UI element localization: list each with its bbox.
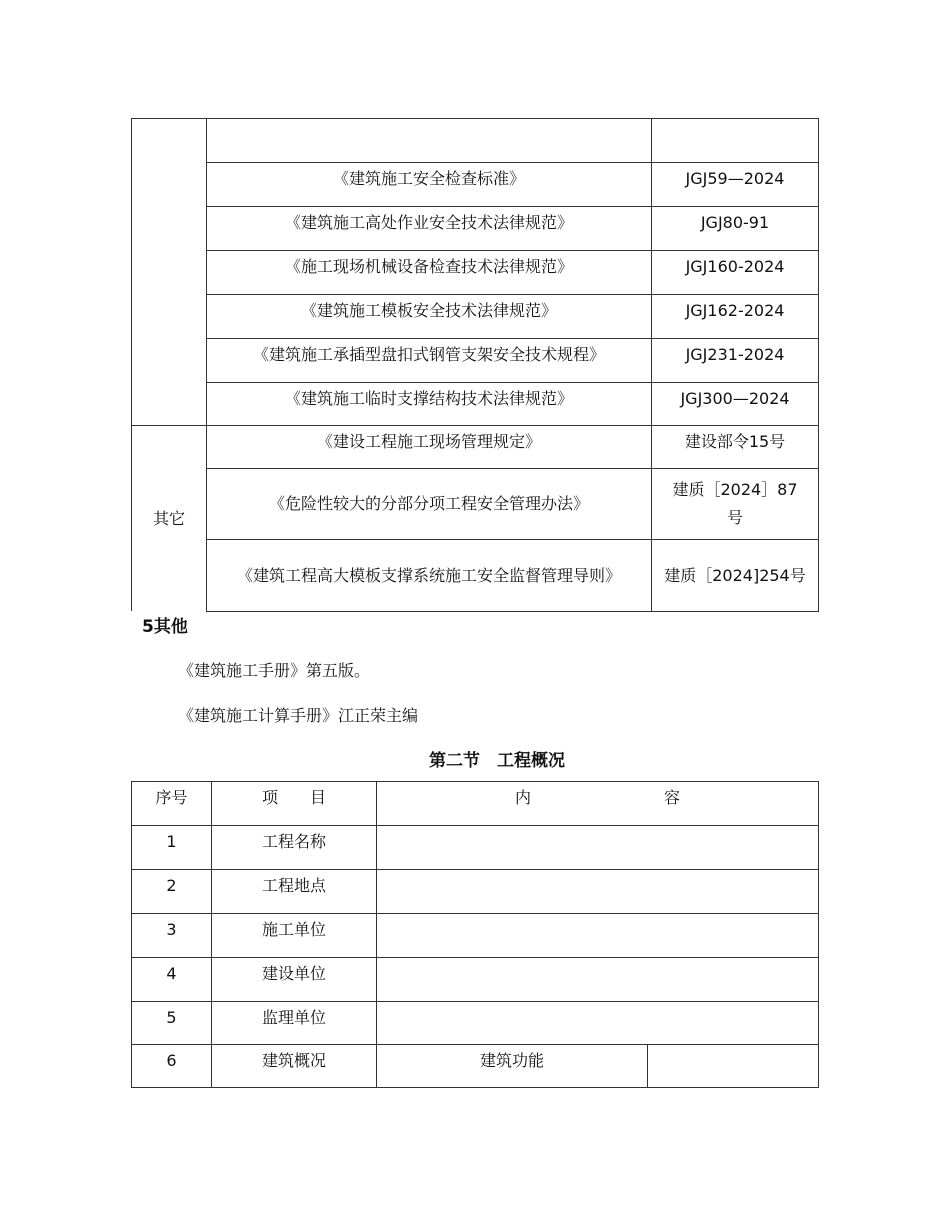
- row-content: [376, 825, 819, 870]
- standard-name: 《建筑施工临时支撑结构技术法律规范》: [284, 389, 573, 408]
- row-item: 工程名称: [211, 825, 377, 870]
- row-no: 3: [131, 913, 212, 958]
- row-sub-label: 建筑功能: [376, 1044, 648, 1088]
- group-cell-other: [131, 425, 207, 611]
- row-content: [376, 957, 819, 1002]
- standard-name: 《建筑施工承插型盘扣式钢管支架安全技术规程》: [252, 345, 605, 364]
- section-5-heading: 5其他: [142, 617, 188, 637]
- row-sub-value: [647, 1044, 819, 1088]
- standard-code: 建质［2024]254号: [664, 565, 806, 585]
- header-content-right: 容: [663, 788, 680, 807]
- standard-code-cell: [651, 338, 819, 383]
- standard-code: JGJ231-2024: [685, 345, 785, 364]
- row-content: [376, 869, 819, 914]
- standard-name-cell: [206, 118, 652, 163]
- row-item: 监理单位: [211, 1001, 377, 1045]
- standard-name: 《建筑施工模板安全技术法律规范》: [300, 301, 557, 320]
- standard-code-cell: [651, 468, 819, 540]
- standard-name-cell: [206, 294, 652, 339]
- section-title: 第二节 工程概况: [429, 751, 565, 771]
- row-item: 建筑概况: [211, 1044, 377, 1088]
- standard-name-cell: [206, 382, 652, 426]
- header-content: [376, 781, 819, 826]
- header-item: 项 目: [211, 781, 377, 826]
- standard-name-cell: [206, 206, 652, 251]
- standard-name: 《建筑施工高处作业安全技术法律规范》: [284, 213, 573, 232]
- standard-name: 《施工现场机械设备检查技术法律规范》: [284, 257, 573, 276]
- standard-code-cell: [651, 539, 819, 612]
- standard-code-cell: [651, 294, 819, 339]
- row-item: 施工单位: [211, 913, 377, 958]
- standard-name-cell: [206, 425, 652, 469]
- standard-name: 《危险性较大的分部分项工程安全管理办法》: [268, 494, 589, 513]
- standard-code: JGJ160-2024: [685, 257, 785, 276]
- standard-code: JGJ300—2024: [680, 389, 790, 408]
- row-no: 5: [131, 1001, 212, 1045]
- reference-item: 《建筑施工手册》第五版。: [178, 661, 371, 680]
- standard-code-cell: [651, 118, 819, 163]
- row-no: 4: [131, 957, 212, 1002]
- standard-code-cell: [651, 206, 819, 251]
- group-label-other: 其它: [152, 508, 185, 528]
- standard-name-cell: [206, 539, 652, 612]
- standard-name-cell: [206, 468, 652, 540]
- row-content: [376, 1001, 819, 1045]
- row-item: 工程地点: [211, 869, 377, 914]
- row-item: 建设单位: [211, 957, 377, 1002]
- standard-name: 《建筑工程高大模板支撑系统施工安全监督管理导则》: [236, 565, 621, 585]
- standard-name: 《建设工程施工现场管理规定》: [316, 432, 541, 451]
- standard-code-cell: [651, 250, 819, 295]
- header-no: 序号: [131, 781, 212, 826]
- standard-name: 《建筑施工安全检查标准》: [332, 169, 525, 188]
- standard-name-cell: [206, 250, 652, 295]
- standard-code: 建质［2024］87号: [672, 480, 798, 527]
- row-no: 6: [131, 1044, 212, 1088]
- standard-code: 建设部令15号: [684, 432, 786, 451]
- row-no: 2: [131, 869, 212, 914]
- row-no: 1: [131, 825, 212, 870]
- header-content-left: 内: [515, 788, 532, 807]
- standard-code: JGJ162-2024: [685, 301, 785, 320]
- row-content: [376, 913, 819, 958]
- reference-item: 《建筑施工计算手册》江正荣主编: [178, 706, 419, 725]
- standard-code: JGJ59—2024: [685, 169, 785, 188]
- standard-code-cell: [651, 425, 819, 469]
- standard-code-cell: [651, 382, 819, 426]
- group-cell-blank: [131, 118, 207, 426]
- standard-name-cell: [206, 162, 652, 207]
- standard-name-cell: [206, 338, 652, 383]
- standard-code: JGJ80-91: [700, 213, 770, 232]
- standard-code-cell: [651, 162, 819, 207]
